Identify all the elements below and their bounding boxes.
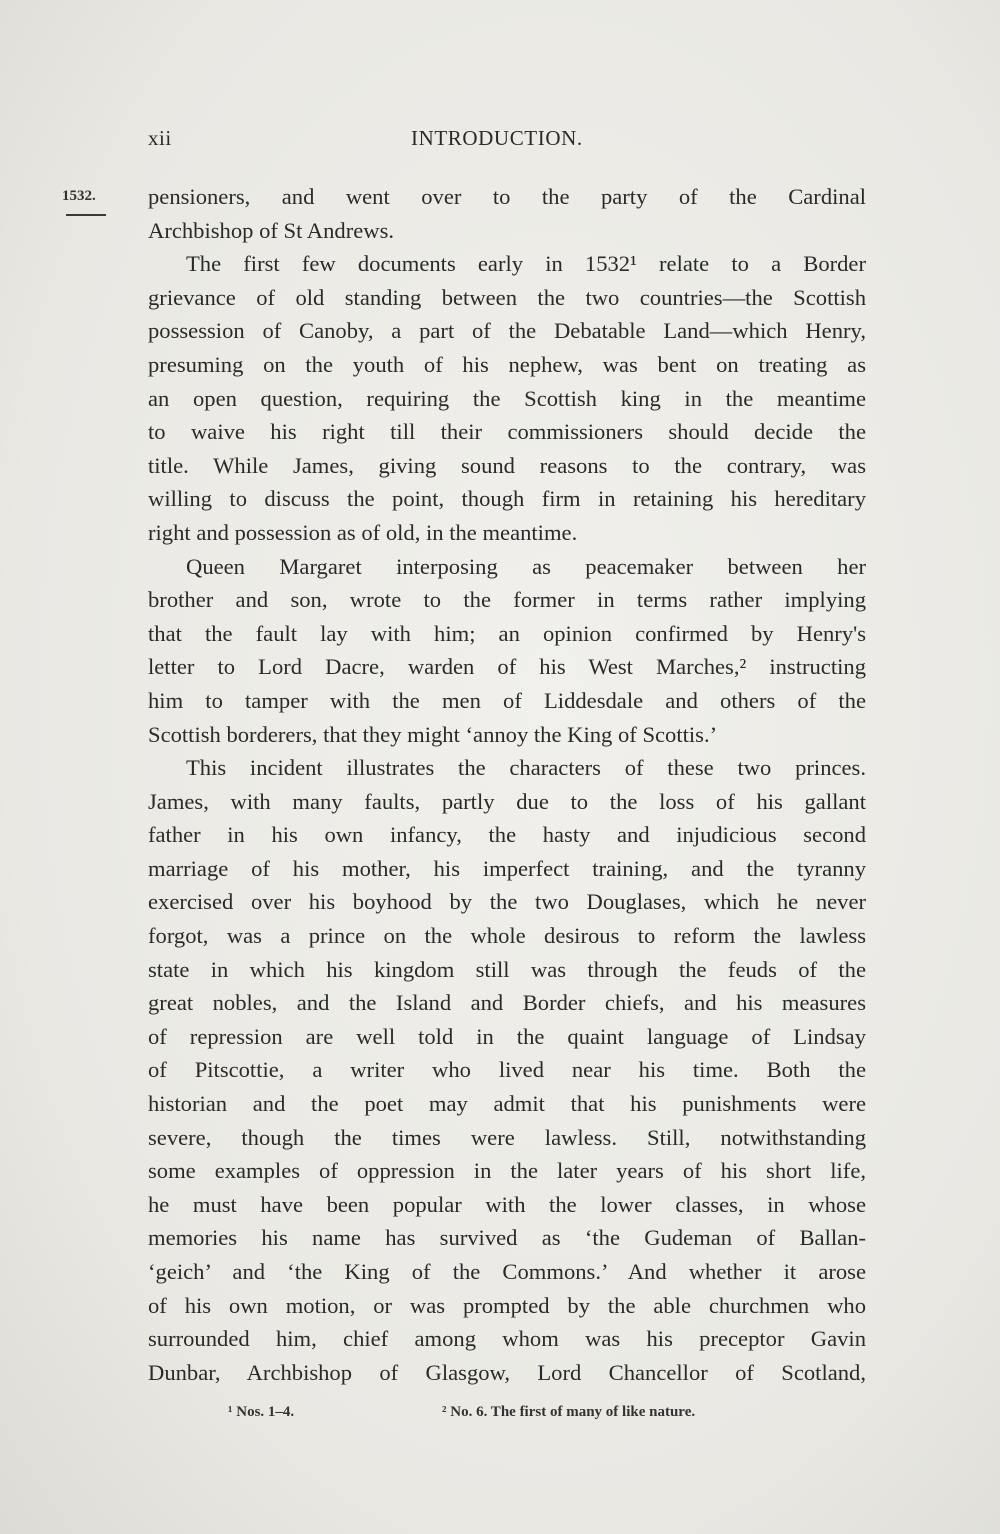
text-line: to waive his right till their commissioners should decide the [148, 419, 866, 445]
text-line: letter to Lord Dacre, warden of his West Marches,² instructing [148, 654, 866, 680]
text-line: historian and the poet may admit that his punishments were [148, 1091, 866, 1117]
text-line: James, with many faults, partly due to the loss of his gallant [148, 788, 866, 814]
text-line: of his own motion, or was prompted by the able churchmen who [148, 1292, 866, 1318]
text-line: severe, though the times were lawless. Still, notwithstanding [148, 1124, 866, 1150]
text-line: that the fault lay with him; an opinion confirmed by Henry's [148, 620, 866, 646]
text-line: right and possession as of old, in the meantime. [148, 519, 578, 545]
text-line: This incident illustrates the characters of these two princes. [186, 755, 866, 781]
text-line: father in his own infancy, the hasty and injudicious second [148, 822, 866, 848]
text-line: Scottish borderers, that they might ‘annoy the King of Scottis.’ [148, 721, 718, 747]
body-text [148, 180, 866, 1389]
text-line: of repression are well told in the quaint language of Lindsay [148, 1023, 866, 1049]
text-line: brother and son, wrote to the former in terms rather implying [148, 587, 866, 613]
text-line: he must have been popular with the lower classes, in whose [148, 1191, 866, 1217]
text-line: marriage of his mother, his imperfect training, and the tyranny [148, 855, 866, 881]
text-line: pensioners, and went over to the party of the Cardinal [148, 184, 866, 209]
text-line: willing to discuss the point, though firm in retaining his hereditary [148, 486, 866, 512]
text-line: memories his name has survived as ‘the Gudeman of Ballan- [148, 1225, 866, 1251]
footnotes [148, 1404, 866, 1428]
text-line: possession of Canoby, a part of the Debatable Land—which Henry, [148, 318, 866, 344]
running-title: INTRODUCTION. [411, 126, 583, 150]
text-line: him to tamper with the men of Liddesdale and others of the [148, 687, 866, 713]
text-line: Queen Margaret interposing as peacemaker between her [186, 553, 866, 579]
text-line: presuming on the youth of his nephew, was bent on treating as [148, 351, 866, 377]
text-line: grievance of old standing between the two countries—the Scottish [148, 284, 866, 310]
text-line: Dunbar, Archbishop of Glasgow, Lord Chancellor of Scotland, [148, 1359, 866, 1385]
footnote-2: ² No. 6. The first of many of like nature. [442, 1404, 696, 1420]
text-line: state in which his kingdom still was through the feuds of the [148, 956, 866, 982]
margin-year-note: 1532. [62, 188, 96, 204]
text-line: forgot, was a prince on the whole desirous to reform the lawless [148, 923, 866, 949]
running-head [148, 126, 866, 156]
text-line: The first few documents early in 1532¹ relate to a Border [186, 251, 866, 277]
margin-rule [66, 214, 106, 216]
text-line: surrounded him, chief among whom was his preceptor Gavin [148, 1326, 866, 1352]
text-line: some examples of oppression in the later years of his short life, [148, 1158, 866, 1184]
text-line: an open question, requiring the Scottish king in the meantime [148, 385, 866, 411]
text-line: great nobles, and the Island and Border chiefs, and his measures [148, 990, 866, 1016]
text-line: ‘geich’ and ‘the King of the Commons.’ And whether it arose [148, 1259, 866, 1284]
page-number: xii [148, 126, 172, 150]
footnote-1: ¹ Nos. 1–4. [228, 1404, 295, 1420]
text-line: title. While James, giving sound reasons to the contrary, was [148, 452, 866, 478]
text-line: Archbishop of St Andrews. [148, 217, 395, 243]
text-line: of Pitscottie, a writer who lived near his time. Both the [148, 1057, 866, 1083]
text-line: exercised over his boyhood by the two Douglases, which he never [148, 889, 866, 915]
